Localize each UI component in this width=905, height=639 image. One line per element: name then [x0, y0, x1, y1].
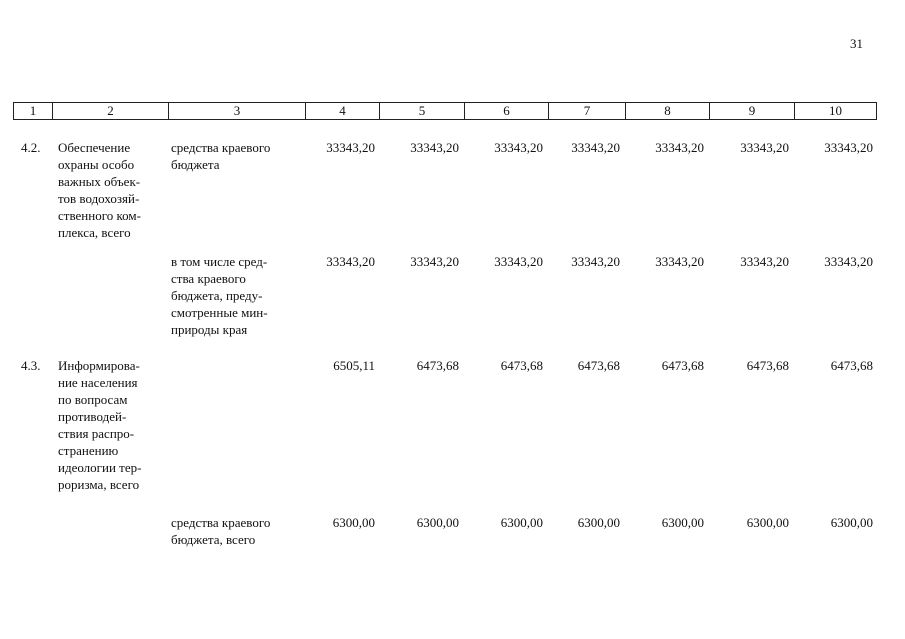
value-cell: 33343,20 — [326, 140, 375, 155]
value-cell: 33343,20 — [824, 140, 873, 155]
value-cell: 33343,20 — [410, 140, 459, 155]
header-col-3: 3 — [169, 103, 306, 119]
value-cell: 6300,00 — [416, 515, 459, 530]
value-cell: 6473,68 — [661, 358, 704, 373]
value-cell: 6473,68 — [500, 358, 543, 373]
funding-source: средства краевого бюджета — [171, 140, 271, 172]
value-cell: 33343,20 — [571, 140, 620, 155]
value-cell: 33343,20 — [326, 254, 375, 269]
value-cell: 6300,00 — [830, 515, 873, 530]
value-cell: 6300,00 — [746, 515, 789, 530]
value-cell: 33343,20 — [740, 254, 789, 269]
value-cell: 6473,68 — [830, 358, 873, 373]
header-col-10: 10 — [829, 103, 842, 118]
header-col-6: 6 — [465, 103, 549, 119]
row-name: Информирова- ние населения по вопросам противодей- ствия распро- странению идеологии тер- роризма, всего — [58, 358, 142, 492]
value-cell: 33343,20 — [824, 254, 873, 269]
value-cell: 33343,20 — [571, 254, 620, 269]
header-col-1: 1 — [14, 103, 53, 119]
header-col-9: 9 — [710, 103, 795, 119]
page-number: 31 — [850, 36, 863, 51]
row-name: Обеспечение охраны особо важных объек- тов водохозяй- ственного ком- плекса, всего — [58, 140, 141, 240]
header-col-5: 5 — [380, 103, 465, 119]
value-cell: 6300,00 — [332, 515, 375, 530]
value-cell: 33343,20 — [494, 140, 543, 155]
value-cell: 6473,68 — [746, 358, 789, 373]
value-cell: 33343,20 — [494, 254, 543, 269]
value-cell: 33343,20 — [410, 254, 459, 269]
value-cell: 33343,20 — [740, 140, 789, 155]
value-cell: 33343,20 — [655, 254, 704, 269]
header-col-7: 7 — [549, 103, 626, 119]
funding-source: в том числе сред- ства краевого бюджета, преду- смотренные мин- природы края — [171, 254, 268, 337]
funding-source: средства краевого бюджета, всего — [171, 515, 271, 547]
header-col-8: 8 — [626, 103, 710, 119]
value-cell: 6300,00 — [661, 515, 704, 530]
header-col-2: 2 — [53, 103, 169, 119]
row-number: 4.2. — [21, 140, 41, 155]
value-cell: 6473,68 — [416, 358, 459, 373]
value-cell: 6300,00 — [577, 515, 620, 530]
row-number: 4.3. — [21, 358, 41, 373]
value-cell: 6505,11 — [333, 358, 375, 373]
header-col-4: 4 — [306, 103, 380, 119]
value-cell: 6473,68 — [577, 358, 620, 373]
value-cell: 33343,20 — [655, 140, 704, 155]
value-cell: 6300,00 — [500, 515, 543, 530]
